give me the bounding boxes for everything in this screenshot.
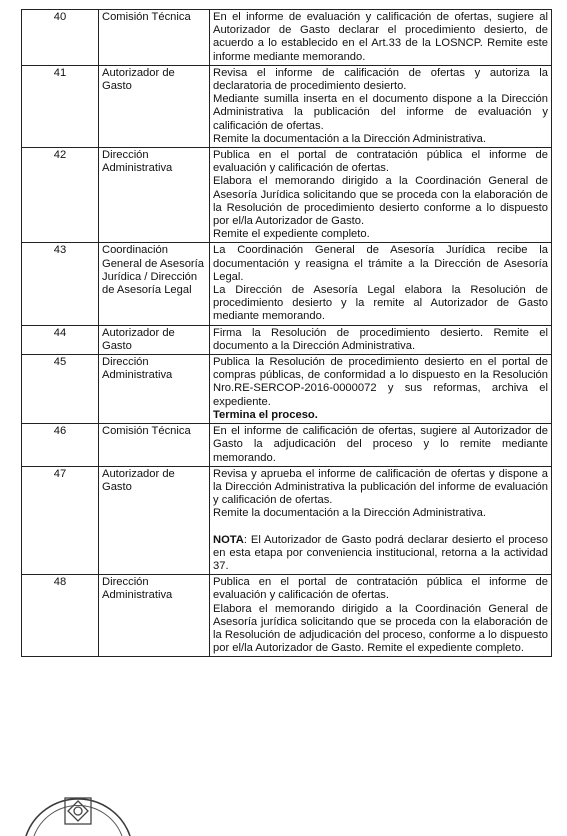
- description-paragraph: Elabora el memorando dirigido a la Coordinación General de Asesoría Jurídica solicitando que se proceda con la elaboración de la Resolución de procedimiento desierto conforme a lo dispuesto por el/la Autorizador de Gasto.: [213, 175, 548, 228]
- responsible-cell: Dirección Administrativa: [99, 355, 210, 424]
- responsible-cell: Comisión Técnica: [99, 424, 210, 467]
- description-paragraph: Firma la Resolución de procedimiento desierto. Remite el documento a la Dirección Administrativa.: [213, 326, 548, 352]
- description-cell: [210, 424, 552, 467]
- procedure-table: [21, 9, 552, 657]
- description-paragraph: Remite el expediente completo.: [213, 228, 370, 241]
- description-paragraph: Revisa el informe de calificación de ofertas y autoriza la declaratoria de procedimiento desierto.: [213, 66, 548, 93]
- responsible-cell: Dirección Administrativa: [99, 148, 210, 243]
- description-paragraph: Revisa y aprueba el informe de calificación de ofertas y dispone a la Dirección Administrativa la publicación del informe de evaluación y calificación de ofertas.: [213, 467, 548, 507]
- responsible-cell: Autorizador de Gasto: [99, 466, 210, 574]
- description-paragraph: Publica la Resolución de procedimiento desierto en el portal de compras públicas, de conformidad a lo dispuesto en la Resolución Nro.RE-SERCOP-2016-0000072 y sus reformas, archiva el expediente.: [213, 356, 548, 408]
- table-row: [22, 10, 552, 66]
- responsible-cell: Coordinación General de Asesoría Jurídica / Dirección de Asesoría Legal: [99, 243, 210, 325]
- activity-number-cell: 43: [22, 243, 99, 325]
- table-row: [22, 424, 552, 467]
- description-cell: [210, 65, 552, 147]
- description-paragraph: La Dirección de Asesoría Legal elabora la Resolución de procedimiento desierto y la remite al Autorizador de Gasto mediante memorando.: [213, 284, 548, 323]
- activity-number-cell: 42: [22, 148, 99, 243]
- table-row: [22, 575, 552, 657]
- description-paragraph: Elabora el memorando dirigido a la Coordinación General de Asesoría jurídica solicitando que se proceda con la elaboración de la Resolución de adjudicación del proceso, conforme a lo dispuesto por el/la Autorizador de Gasto. Remite el expediente completo.: [213, 602, 548, 655]
- description-cell: [210, 10, 552, 66]
- note-text: : El Autorizador de Gasto podrá declarar desierto el proceso en esta etapa por conveniencia institucional, retorna a la actividad 37.: [213, 533, 548, 572]
- description-cell: [210, 243, 552, 325]
- description-paragraph: La Coordinación General de Asesoría Jurídica recibe la documentación y reasigna el trámite a la Dirección de Asesoría Legal.: [213, 244, 548, 283]
- description-paragraph: Mediante sumilla inserta en el documento dispone a la Dirección Administrativa la publicación del informe de evaluación y calificación de ofertas.: [213, 93, 548, 132]
- description-paragraph: Publica en el portal de contratación pública el informe de evaluación y calificación de ofertas.: [213, 576, 548, 602]
- description-paragraph: Remite la documentación a la Dirección Administrativa.: [213, 507, 486, 520]
- responsible-cell: Autorizador de Gasto: [99, 65, 210, 147]
- table-row: [22, 148, 552, 243]
- description-cell: [210, 355, 552, 424]
- institutional-seal-stamp: [18, 776, 138, 836]
- activity-number-cell: 48: [22, 575, 99, 657]
- activity-number-cell: 41: [22, 65, 99, 147]
- description-paragraph: Remite la documentación a la Dirección Administrativa.: [213, 132, 486, 145]
- activity-number-cell: 45: [22, 355, 99, 424]
- description-paragraph: [213, 534, 548, 574]
- table-row: [22, 325, 552, 354]
- description-cell: [210, 466, 552, 574]
- description-paragraph: Termina el proceso.: [213, 408, 318, 421]
- description-cell: [210, 148, 552, 243]
- responsible-cell: Comisión Técnica: [99, 10, 210, 66]
- description-paragraph: Publica en el portal de contratación pública el informe de evaluación y calificación de ofertas.: [213, 149, 548, 175]
- description-paragraph: En el informe de evaluación y calificación de ofertas, sugiere al Autorizador de Gasto declarar el procedimiento desierto, de acuerdo a lo establecido en el Art.33 de la LOSNCP. Remite este informe mediante memorando.: [213, 11, 548, 63]
- table-row: [22, 65, 552, 147]
- note-label: NOTA: [213, 533, 244, 546]
- table-row: [22, 466, 552, 574]
- activity-number-cell: 44: [22, 325, 99, 354]
- responsible-cell: Dirección Administrativa: [99, 575, 210, 657]
- table-row: [22, 243, 552, 325]
- activity-number-cell: 46: [22, 424, 99, 467]
- description-cell: [210, 575, 552, 657]
- activity-number-cell: 47: [22, 466, 99, 574]
- table-row: [22, 355, 552, 424]
- activity-number-cell: 40: [22, 10, 99, 66]
- procedure-table-body: [22, 10, 552, 657]
- description-cell: [210, 325, 552, 354]
- responsible-cell: Autorizador de Gasto: [99, 325, 210, 354]
- description-paragraph: En el informe de calificación de ofertas, sugiere al Autorizador de Gasto la adjudicación del proceso y lo remite mediante memorando.: [213, 425, 548, 464]
